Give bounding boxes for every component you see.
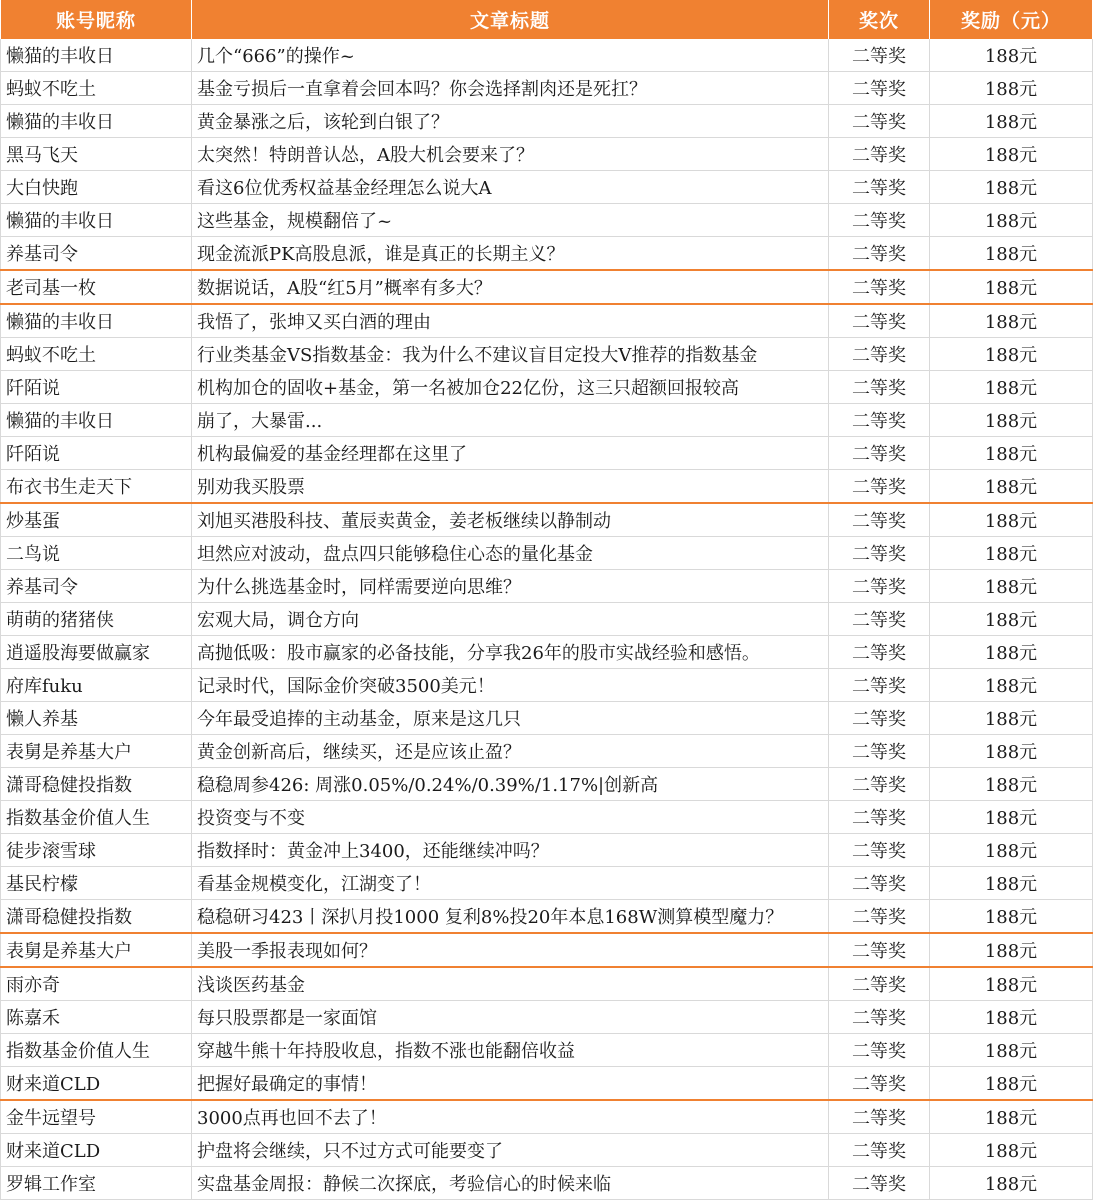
account-nickname-cell: 潇哥稳健投指数 [1, 900, 192, 934]
table-body [1, 39, 1093, 1200]
table-row [1, 371, 1093, 404]
account-nickname-cell: 阡陌说 [1, 371, 192, 404]
award-rank-cell: 二等奖 [829, 1001, 930, 1034]
article-title-cell: 3000点再也回不去了！ [192, 1100, 829, 1134]
table-row [1, 702, 1093, 735]
account-nickname-cell: 萌萌的猪猪侠 [1, 603, 192, 636]
table-row [1, 270, 1093, 304]
award-rank-cell: 二等奖 [829, 237, 930, 271]
account-nickname-cell: 罗辑工作室 [1, 1167, 192, 1200]
header-award-rank: 奖次 [829, 0, 930, 39]
reward-amount-cell: 188元 [930, 669, 1093, 702]
account-nickname-cell: 徒步滚雪球 [1, 834, 192, 867]
table-row [1, 237, 1093, 271]
header-row [1, 0, 1093, 39]
account-nickname-cell: 大白快跑 [1, 171, 192, 204]
reward-amount-cell: 188元 [930, 437, 1093, 470]
account-nickname-cell: 养基司令 [1, 570, 192, 603]
article-title-cell: 机构最偏爱的基金经理都在这里了 [192, 437, 829, 470]
award-rank-cell: 二等奖 [829, 1100, 930, 1134]
award-rank-cell: 二等奖 [829, 1167, 930, 1200]
award-rank-cell: 二等奖 [829, 404, 930, 437]
account-nickname-cell: 懒人养基 [1, 702, 192, 735]
account-nickname-cell: 布衣书生走天下 [1, 470, 192, 504]
account-nickname-cell: 蚂蚁不吃土 [1, 338, 192, 371]
award-rank-cell: 二等奖 [829, 603, 930, 636]
reward-amount-cell: 188元 [930, 900, 1093, 934]
table-row [1, 867, 1093, 900]
article-title-cell: 实盘基金周报：静候二次探底，考验信心的时候来临 [192, 1167, 829, 1200]
reward-amount-cell: 188元 [930, 304, 1093, 338]
table-row [1, 933, 1093, 967]
reward-amount-cell: 188元 [930, 138, 1093, 171]
table-row [1, 636, 1093, 669]
article-title-cell: 宏观大局，调仓方向 [192, 603, 829, 636]
table-row [1, 204, 1093, 237]
account-nickname-cell: 懒猫的丰收日 [1, 39, 192, 72]
article-title-cell: 现金流派PK高股息派，谁是真正的长期主义？ [192, 237, 829, 271]
table-row [1, 72, 1093, 105]
reward-amount-cell: 188元 [930, 1167, 1093, 1200]
reward-amount-cell: 188元 [930, 933, 1093, 967]
table-row [1, 404, 1093, 437]
table-row [1, 603, 1093, 636]
account-nickname-cell: 雨亦奇 [1, 967, 192, 1001]
award-rank-cell: 二等奖 [829, 72, 930, 105]
reward-amount-cell: 188元 [930, 537, 1093, 570]
table-row [1, 1067, 1093, 1101]
header-article-title: 文章标题 [192, 0, 829, 39]
table-row [1, 801, 1093, 834]
award-rank-cell: 二等奖 [829, 39, 930, 72]
table-row [1, 834, 1093, 867]
award-rank-cell: 二等奖 [829, 1067, 930, 1101]
award-rank-cell: 二等奖 [829, 470, 930, 504]
article-title-cell: 黄金创新高后，继续买，还是应该止盈？ [192, 735, 829, 768]
table-row [1, 105, 1093, 138]
reward-amount-cell: 188元 [930, 834, 1093, 867]
award-rank-cell: 二等奖 [829, 702, 930, 735]
table-header [1, 0, 1093, 39]
article-title-cell: 刘旭买港股科技、董辰卖黄金，姜老板继续以静制动 [192, 503, 829, 537]
reward-amount-cell: 188元 [930, 1100, 1093, 1134]
reward-amount-cell: 188元 [930, 270, 1093, 304]
article-title-cell: 每只股票都是一家面馆 [192, 1001, 829, 1034]
reward-amount-cell: 188元 [930, 371, 1093, 404]
article-title-cell: 为什么挑选基金时，同样需要逆向思维？ [192, 570, 829, 603]
article-title-cell: 坦然应对波动，盘点四只能够稳住心态的量化基金 [192, 537, 829, 570]
reward-amount-cell: 188元 [930, 570, 1093, 603]
table-row [1, 669, 1093, 702]
article-title-cell: 别劝我买股票 [192, 470, 829, 504]
award-rank-cell: 二等奖 [829, 138, 930, 171]
article-title-cell: 把握好最确定的事情！ [192, 1067, 829, 1101]
article-title-cell: 浅谈医药基金 [192, 967, 829, 1001]
award-rank-cell: 二等奖 [829, 735, 930, 768]
account-nickname-cell: 指数基金价值人生 [1, 801, 192, 834]
award-rank-cell: 二等奖 [829, 204, 930, 237]
award-rank-cell: 二等奖 [829, 1134, 930, 1167]
account-nickname-cell: 表舅是养基大户 [1, 735, 192, 768]
award-rank-cell: 二等奖 [829, 371, 930, 404]
account-nickname-cell: 炒基蛋 [1, 503, 192, 537]
award-rank-cell: 二等奖 [829, 801, 930, 834]
account-nickname-cell: 懒猫的丰收日 [1, 204, 192, 237]
reward-amount-cell: 188元 [930, 404, 1093, 437]
account-nickname-cell: 蚂蚁不吃土 [1, 72, 192, 105]
award-rank-cell: 二等奖 [829, 304, 930, 338]
table-row [1, 570, 1093, 603]
table-row [1, 138, 1093, 171]
award-rank-cell: 二等奖 [829, 570, 930, 603]
award-rank-cell: 二等奖 [829, 636, 930, 669]
award-rank-cell: 二等奖 [829, 1034, 930, 1067]
award-rank-cell: 二等奖 [829, 503, 930, 537]
article-title-cell: 崩了，大暴雷... [192, 404, 829, 437]
reward-amount-cell: 188元 [930, 72, 1093, 105]
header-reward-amount: 奖励（元） [930, 0, 1093, 39]
reward-amount-cell: 188元 [930, 338, 1093, 371]
award-rank-cell: 二等奖 [829, 867, 930, 900]
article-title-cell: 几个“666”的操作~ [192, 39, 829, 72]
account-nickname-cell: 陈嘉禾 [1, 1001, 192, 1034]
table-row [1, 1100, 1093, 1134]
reward-amount-cell: 188元 [930, 204, 1093, 237]
account-nickname-cell: 逍遥股海要做赢家 [1, 636, 192, 669]
reward-amount-cell: 188元 [930, 801, 1093, 834]
account-nickname-cell: 二鸟说 [1, 537, 192, 570]
table-row [1, 470, 1093, 504]
account-nickname-cell: 府库fuku [1, 669, 192, 702]
article-title-cell: 稳稳研习423丨深扒月投1000 复利8%投20年本息168W测算模型魔力？ [192, 900, 829, 934]
account-nickname-cell: 财来道CLD [1, 1067, 192, 1101]
award-rank-cell: 二等奖 [829, 967, 930, 1001]
article-title-cell: 护盘将会继续，只不过方式可能要变了 [192, 1134, 829, 1167]
article-title-cell: 投资变与不变 [192, 801, 829, 834]
table-row [1, 1034, 1093, 1067]
account-nickname-cell: 表舅是养基大户 [1, 933, 192, 967]
account-nickname-cell: 财来道CLD [1, 1134, 192, 1167]
award-rank-cell: 二等奖 [829, 768, 930, 801]
reward-amount-cell: 188元 [930, 735, 1093, 768]
article-title-cell: 美股一季报表现如何？ [192, 933, 829, 967]
table-row [1, 171, 1093, 204]
article-title-cell: 记录时代，国际金价突破3500美元！ [192, 669, 829, 702]
account-nickname-cell: 懒猫的丰收日 [1, 304, 192, 338]
table-row [1, 304, 1093, 338]
article-title-cell: 看基金规模变化，江湖变了！ [192, 867, 829, 900]
reward-amount-cell: 188元 [930, 171, 1093, 204]
article-title-cell: 行业类基金VS指数基金：我为什么不建议盲目定投大V推荐的指数基金 [192, 338, 829, 371]
article-title-cell: 基金亏损后一直拿着会回本吗？你会选择割肉还是死扛？ [192, 72, 829, 105]
award-rank-cell: 二等奖 [829, 537, 930, 570]
award-rank-cell: 二等奖 [829, 669, 930, 702]
article-title-cell: 太突然！特朗普认怂，A股大机会要来了？ [192, 138, 829, 171]
table-row [1, 735, 1093, 768]
award-rank-cell: 二等奖 [829, 338, 930, 371]
table-row [1, 503, 1093, 537]
table-row [1, 967, 1093, 1001]
reward-amount-cell: 188元 [930, 967, 1093, 1001]
award-rank-cell: 二等奖 [829, 933, 930, 967]
table-row [1, 338, 1093, 371]
account-nickname-cell: 老司基一枚 [1, 270, 192, 304]
reward-amount-cell: 188元 [930, 1034, 1093, 1067]
award-rank-cell: 二等奖 [829, 270, 930, 304]
article-title-cell: 看这6位优秀权益基金经理怎么说大A [192, 171, 829, 204]
account-nickname-cell: 指数基金价值人生 [1, 1034, 192, 1067]
award-rank-cell: 二等奖 [829, 900, 930, 934]
table-row [1, 39, 1093, 72]
article-title-cell: 指数择时：黄金冲上3400，还能继续冲吗？ [192, 834, 829, 867]
reward-amount-cell: 188元 [930, 1134, 1093, 1167]
reward-amount-cell: 188元 [930, 470, 1093, 504]
account-nickname-cell: 基民柠檬 [1, 867, 192, 900]
account-nickname-cell: 阡陌说 [1, 437, 192, 470]
header-account-nickname: 账号昵称 [1, 0, 192, 39]
article-title-cell: 这些基金，规模翻倍了~ [192, 204, 829, 237]
article-title-cell: 稳稳周参426: 周涨0.05%/0.24%/0.39%/1.17%|创新高 [192, 768, 829, 801]
table-row [1, 1134, 1093, 1167]
account-nickname-cell: 黑马飞天 [1, 138, 192, 171]
table-row [1, 1001, 1093, 1034]
account-nickname-cell: 金牛远望号 [1, 1100, 192, 1134]
award-rank-cell: 二等奖 [829, 105, 930, 138]
account-nickname-cell: 潇哥稳健投指数 [1, 768, 192, 801]
award-rank-cell: 二等奖 [829, 171, 930, 204]
account-nickname-cell: 懒猫的丰收日 [1, 404, 192, 437]
reward-amount-cell: 188元 [930, 636, 1093, 669]
article-title-cell: 机构加仓的固收+基金，第一名被加仓22亿份，这三只超额回报较高 [192, 371, 829, 404]
reward-amount-cell: 188元 [930, 237, 1093, 271]
reward-amount-cell: 188元 [930, 702, 1093, 735]
article-title-cell: 我悟了，张坤又买白酒的理由 [192, 304, 829, 338]
article-title-cell: 高抛低吸：股市赢家的必备技能，分享我26年的股市实战经验和感悟。 [192, 636, 829, 669]
table-row [1, 768, 1093, 801]
table-row [1, 900, 1093, 934]
article-title-cell: 数据说话，A股“红5月”概率有多大？ [192, 270, 829, 304]
article-title-cell: 今年最受追捧的主动基金，原来是这几只 [192, 702, 829, 735]
reward-amount-cell: 188元 [930, 503, 1093, 537]
account-nickname-cell: 懒猫的丰收日 [1, 105, 192, 138]
reward-amount-cell: 188元 [930, 1001, 1093, 1034]
account-nickname-cell: 养基司令 [1, 237, 192, 271]
table-row [1, 537, 1093, 570]
award-rank-cell: 二等奖 [829, 437, 930, 470]
reward-amount-cell: 188元 [930, 105, 1093, 138]
table-row [1, 437, 1093, 470]
reward-amount-cell: 188元 [930, 603, 1093, 636]
article-title-cell: 黄金暴涨之后，该轮到白银了？ [192, 105, 829, 138]
article-title-cell: 穿越牛熊十年持股收息，指数不涨也能翻倍收益 [192, 1034, 829, 1067]
reward-amount-cell: 188元 [930, 1067, 1093, 1101]
reward-amount-cell: 188元 [930, 867, 1093, 900]
reward-amount-cell: 188元 [930, 39, 1093, 72]
award-rank-cell: 二等奖 [829, 834, 930, 867]
table-row [1, 1167, 1093, 1200]
reward-amount-cell: 188元 [930, 768, 1093, 801]
